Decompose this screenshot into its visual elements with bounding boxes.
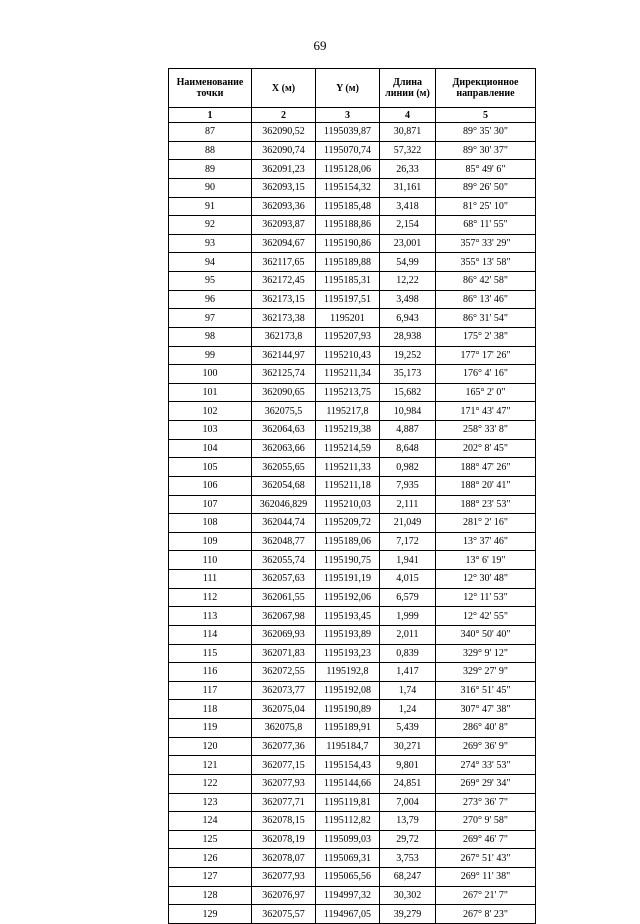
table-row (169, 458, 536, 477)
table-row (169, 272, 536, 291)
cell-x: 362078,19 (252, 830, 316, 849)
cell-direction: 269° 11' 38" (436, 868, 536, 887)
cell-x: 362093,36 (252, 197, 316, 216)
cell-line-length: 3,753 (380, 849, 436, 868)
table-row (169, 644, 536, 663)
cell-point-name: 105 (169, 458, 252, 477)
cell-direction: 202° 8' 45" (436, 439, 536, 458)
cell-x: 362093,15 (252, 178, 316, 197)
table-body (169, 123, 536, 924)
cell-y: 1195201 (316, 309, 380, 328)
table-row (169, 868, 536, 887)
cell-point-name: 122 (169, 774, 252, 793)
cell-x: 362125,74 (252, 365, 316, 384)
cell-point-name: 117 (169, 681, 252, 700)
table-row (169, 402, 536, 421)
header-direction: Дирекционное направление (436, 69, 536, 108)
cell-point-name: 111 (169, 570, 252, 589)
cell-line-length: 4,887 (380, 421, 436, 440)
table-row (169, 812, 536, 831)
table-row (169, 514, 536, 533)
cell-point-name: 100 (169, 365, 252, 384)
cell-y: 1195190,75 (316, 551, 380, 570)
cell-line-length: 28,938 (380, 327, 436, 346)
table-row (169, 570, 536, 589)
cell-line-length: 7,935 (380, 476, 436, 495)
cell-direction: 269° 29' 34" (436, 774, 536, 793)
cell-x: 362064,63 (252, 421, 316, 440)
table-row (169, 327, 536, 346)
cell-direction: 329° 27' 9" (436, 663, 536, 682)
cell-point-name: 112 (169, 588, 252, 607)
cell-x: 362069,93 (252, 625, 316, 644)
cell-line-length: 9,801 (380, 756, 436, 775)
cell-y: 1194967,05 (316, 905, 380, 924)
cell-point-name: 127 (169, 868, 252, 887)
cell-y: 1195211,33 (316, 458, 380, 477)
cell-point-name: 120 (169, 737, 252, 756)
cell-y: 1195211,34 (316, 365, 380, 384)
cell-point-name: 121 (169, 756, 252, 775)
cell-point-name: 113 (169, 607, 252, 626)
cell-point-name: 126 (169, 849, 252, 868)
column-number: 4 (380, 108, 436, 123)
cell-y: 1195189,06 (316, 532, 380, 551)
cell-point-name: 90 (169, 178, 252, 197)
cell-direction: 85° 49' 6" (436, 160, 536, 179)
column-number: 1 (169, 108, 252, 123)
cell-line-length: 39,279 (380, 905, 436, 924)
cell-line-length: 7,004 (380, 793, 436, 812)
cell-y: 1195210,03 (316, 495, 380, 514)
cell-y: 1195207,93 (316, 327, 380, 346)
cell-y: 1195211,18 (316, 476, 380, 495)
cell-direction: 269° 46' 7" (436, 830, 536, 849)
column-number-row (169, 108, 536, 123)
cell-line-length: 23,001 (380, 234, 436, 253)
table-row (169, 700, 536, 719)
table-row (169, 383, 536, 402)
table-row (169, 476, 536, 495)
cell-direction: 12° 42' 55" (436, 607, 536, 626)
cell-line-length: 13,79 (380, 812, 436, 831)
cell-point-name: 95 (169, 272, 252, 291)
cell-line-length: 4,015 (380, 570, 436, 589)
cell-direction: 188° 20' 41" (436, 476, 536, 495)
cell-point-name: 118 (169, 700, 252, 719)
cell-line-length: 31,161 (380, 178, 436, 197)
table-row (169, 793, 536, 812)
cell-point-name: 109 (169, 532, 252, 551)
cell-y: 1195144,66 (316, 774, 380, 793)
table-row (169, 216, 536, 235)
cell-line-length: 6,579 (380, 588, 436, 607)
table-row (169, 681, 536, 700)
cell-line-length: 24,851 (380, 774, 436, 793)
cell-line-length: 0,982 (380, 458, 436, 477)
cell-direction: 274° 33' 53" (436, 756, 536, 775)
cell-line-length: 8,648 (380, 439, 436, 458)
table-row (169, 663, 536, 682)
cell-direction: 329° 9' 12" (436, 644, 536, 663)
cell-x: 362075,57 (252, 905, 316, 924)
cell-point-name: 89 (169, 160, 252, 179)
cell-line-length: 3,418 (380, 197, 436, 216)
cell-point-name: 96 (169, 290, 252, 309)
cell-direction: 188° 47' 26" (436, 458, 536, 477)
cell-x: 362173,38 (252, 309, 316, 328)
cell-line-length: 15,682 (380, 383, 436, 402)
cell-point-name: 103 (169, 421, 252, 440)
cell-y: 1195192,06 (316, 588, 380, 607)
cell-line-length: 1,417 (380, 663, 436, 682)
cell-direction: 12° 11' 53" (436, 588, 536, 607)
cell-y: 1195213,75 (316, 383, 380, 402)
cell-direction: 12° 30' 48" (436, 570, 536, 589)
cell-direction: 267° 8' 23" (436, 905, 536, 924)
cell-y: 1195039,87 (316, 123, 380, 142)
table-row (169, 346, 536, 365)
cell-x: 362054,68 (252, 476, 316, 495)
table-row (169, 365, 536, 384)
cell-direction: 86° 42' 58" (436, 272, 536, 291)
cell-y: 1195069,31 (316, 849, 380, 868)
cell-direction: 89° 26' 50" (436, 178, 536, 197)
cell-line-length: 1,74 (380, 681, 436, 700)
cell-point-name: 125 (169, 830, 252, 849)
cell-y: 1195154,32 (316, 178, 380, 197)
cell-point-name: 104 (169, 439, 252, 458)
cell-line-length: 12,22 (380, 272, 436, 291)
cell-point-name: 92 (169, 216, 252, 235)
cell-x: 362172,45 (252, 272, 316, 291)
cell-x: 362090,74 (252, 141, 316, 160)
cell-direction: 13° 6' 19" (436, 551, 536, 570)
table-row (169, 774, 536, 793)
cell-y: 1195119,81 (316, 793, 380, 812)
cell-line-length: 30,871 (380, 123, 436, 142)
cell-line-length: 7,172 (380, 532, 436, 551)
page-number: 69 (313, 38, 327, 53)
cell-direction: 81° 25' 10" (436, 197, 536, 216)
cell-x: 362057,63 (252, 570, 316, 589)
cell-y: 1195128,06 (316, 160, 380, 179)
cell-point-name: 123 (169, 793, 252, 812)
column-number: 5 (436, 108, 536, 123)
cell-direction: 89° 30' 37" (436, 141, 536, 160)
cell-point-name: 99 (169, 346, 252, 365)
cell-point-name: 101 (169, 383, 252, 402)
cell-line-length: 1,999 (380, 607, 436, 626)
cell-point-name: 128 (169, 886, 252, 905)
table-row (169, 625, 536, 644)
cell-point-name: 115 (169, 644, 252, 663)
table-row (169, 160, 536, 179)
cell-line-length: 2,154 (380, 216, 436, 235)
cell-x: 362055,74 (252, 551, 316, 570)
cell-x: 362075,04 (252, 700, 316, 719)
cell-y: 1195189,88 (316, 253, 380, 272)
cell-line-length: 30,302 (380, 886, 436, 905)
cell-point-name: 93 (169, 234, 252, 253)
cell-point-name: 94 (169, 253, 252, 272)
header-y: Y (м) (316, 69, 380, 108)
header-point-name: Наименование точки (169, 69, 252, 108)
cell-x: 362072,55 (252, 663, 316, 682)
cell-x: 362117,65 (252, 253, 316, 272)
cell-direction: 267° 51' 43" (436, 849, 536, 868)
cell-point-name: 116 (169, 663, 252, 682)
table-row (169, 607, 536, 626)
cell-direction: 273° 36' 7" (436, 793, 536, 812)
cell-y: 1195192,08 (316, 681, 380, 700)
cell-y: 1195185,48 (316, 197, 380, 216)
table-row (169, 495, 536, 514)
table-row (169, 719, 536, 738)
cell-direction: 171° 43' 47" (436, 402, 536, 421)
cell-line-length: 3,498 (380, 290, 436, 309)
cell-line-length: 29,72 (380, 830, 436, 849)
cell-x: 362091,23 (252, 160, 316, 179)
header-line-length: Длина линии (м) (380, 69, 436, 108)
table-row (169, 532, 536, 551)
cell-line-length: 5,439 (380, 719, 436, 738)
table-row (169, 421, 536, 440)
cell-x: 362173,8 (252, 327, 316, 346)
cell-x: 362078,07 (252, 849, 316, 868)
column-number: 2 (252, 108, 316, 123)
cell-x: 362063,66 (252, 439, 316, 458)
table-row (169, 141, 536, 160)
cell-line-length: 1,941 (380, 551, 436, 570)
cell-y: 1195188,86 (316, 216, 380, 235)
cell-direction: 269° 36' 9" (436, 737, 536, 756)
cell-x: 362048,77 (252, 532, 316, 551)
cell-point-name: 108 (169, 514, 252, 533)
cell-y: 1195197,51 (316, 290, 380, 309)
cell-line-length: 0,839 (380, 644, 436, 663)
table-row (169, 309, 536, 328)
cell-y: 1195065,56 (316, 868, 380, 887)
cell-y: 1195209,72 (316, 514, 380, 533)
cell-line-length: 35,173 (380, 365, 436, 384)
cell-x: 362144,97 (252, 346, 316, 365)
table-row (169, 588, 536, 607)
cell-x: 362076,97 (252, 886, 316, 905)
cell-line-length: 2,011 (380, 625, 436, 644)
cell-y: 1194997,32 (316, 886, 380, 905)
table-row (169, 290, 536, 309)
cell-x: 362094,67 (252, 234, 316, 253)
cell-direction: 175° 2' 38" (436, 327, 536, 346)
cell-y: 1195070,74 (316, 141, 380, 160)
cell-x: 362067,98 (252, 607, 316, 626)
cell-direction: 89° 35' 30" (436, 123, 536, 142)
cell-y: 1195193,23 (316, 644, 380, 663)
cell-direction: 355° 13' 58" (436, 253, 536, 272)
table-row (169, 197, 536, 216)
cell-x: 362173,15 (252, 290, 316, 309)
table-row (169, 439, 536, 458)
cell-point-name: 114 (169, 625, 252, 644)
cell-x: 362077,93 (252, 774, 316, 793)
cell-y: 1195217,8 (316, 402, 380, 421)
table-row (169, 849, 536, 868)
cell-direction: 286° 40' 8" (436, 719, 536, 738)
cell-direction: 258° 33' 8" (436, 421, 536, 440)
cell-x: 362075,8 (252, 719, 316, 738)
cell-y: 1195190,86 (316, 234, 380, 253)
cell-point-name: 106 (169, 476, 252, 495)
header-x: X (м) (252, 69, 316, 108)
cell-y: 1195191,19 (316, 570, 380, 589)
cell-point-name: 124 (169, 812, 252, 831)
cell-x: 362073,77 (252, 681, 316, 700)
cell-line-length: 54,99 (380, 253, 436, 272)
cell-direction: 86° 13' 46" (436, 290, 536, 309)
cell-point-name: 129 (169, 905, 252, 924)
cell-y: 1195193,45 (316, 607, 380, 626)
cell-line-length: 30,271 (380, 737, 436, 756)
table-row (169, 234, 536, 253)
cell-direction: 357° 33' 29" (436, 234, 536, 253)
cell-y: 1195154,43 (316, 756, 380, 775)
cell-direction: 267° 21' 7" (436, 886, 536, 905)
table-row (169, 737, 536, 756)
cell-direction: 176° 4' 16" (436, 365, 536, 384)
cell-y: 1195214,59 (316, 439, 380, 458)
cell-direction: 165° 2' 0" (436, 383, 536, 402)
cell-x: 362071,83 (252, 644, 316, 663)
cell-x: 362090,52 (252, 123, 316, 142)
cell-line-length: 6,943 (380, 309, 436, 328)
cell-y: 1195185,31 (316, 272, 380, 291)
cell-point-name: 98 (169, 327, 252, 346)
table-row (169, 123, 536, 142)
table-row (169, 886, 536, 905)
cell-direction: 316° 51' 45" (436, 681, 536, 700)
cell-point-name: 107 (169, 495, 252, 514)
cell-x: 362055,65 (252, 458, 316, 477)
cell-x: 362077,36 (252, 737, 316, 756)
table-header-row (169, 69, 536, 108)
cell-line-length: 26,33 (380, 160, 436, 179)
cell-line-length: 1,24 (380, 700, 436, 719)
cell-y: 1195184,7 (316, 737, 380, 756)
cell-direction: 270° 9' 58" (436, 812, 536, 831)
cell-y: 1195193,89 (316, 625, 380, 644)
cell-x: 362077,15 (252, 756, 316, 775)
table-row (169, 551, 536, 570)
cell-x: 362077,71 (252, 793, 316, 812)
cell-line-length: 68,247 (380, 868, 436, 887)
cell-y: 1195099,03 (316, 830, 380, 849)
table-row (169, 830, 536, 849)
cell-x: 362078,15 (252, 812, 316, 831)
table-row (169, 905, 536, 924)
column-number: 3 (316, 108, 380, 123)
cell-direction: 188° 23' 53" (436, 495, 536, 514)
cell-y: 1195189,91 (316, 719, 380, 738)
cell-direction: 281° 2' 16" (436, 514, 536, 533)
cell-x: 362061,55 (252, 588, 316, 607)
cell-y: 1195210,43 (316, 346, 380, 365)
table-row (169, 178, 536, 197)
coordinates-table (168, 68, 536, 924)
cell-point-name: 88 (169, 141, 252, 160)
cell-direction: 13° 37' 46" (436, 532, 536, 551)
cell-point-name: 87 (169, 123, 252, 142)
cell-line-length: 2,111 (380, 495, 436, 514)
cell-point-name: 119 (169, 719, 252, 738)
cell-x: 362077,93 (252, 868, 316, 887)
cell-x: 362044,74 (252, 514, 316, 533)
cell-x: 362090,65 (252, 383, 316, 402)
cell-y: 1195190,89 (316, 700, 380, 719)
cell-direction: 177° 17' 26" (436, 346, 536, 365)
cell-x: 362093,87 (252, 216, 316, 235)
cell-x: 362075,5 (252, 402, 316, 421)
cell-direction: 68° 11' 55" (436, 216, 536, 235)
cell-y: 1195112,82 (316, 812, 380, 831)
table-row (169, 253, 536, 272)
cell-direction: 86° 31' 54" (436, 309, 536, 328)
cell-point-name: 97 (169, 309, 252, 328)
cell-line-length: 10,984 (380, 402, 436, 421)
cell-x: 362046,829 (252, 495, 316, 514)
cell-line-length: 19,252 (380, 346, 436, 365)
cell-line-length: 57,322 (380, 141, 436, 160)
cell-y: 1195219,38 (316, 421, 380, 440)
cell-line-length: 21,049 (380, 514, 436, 533)
cell-direction: 307° 47' 38" (436, 700, 536, 719)
cell-point-name: 91 (169, 197, 252, 216)
cell-point-name: 102 (169, 402, 252, 421)
cell-y: 1195192,8 (316, 663, 380, 682)
cell-point-name: 110 (169, 551, 252, 570)
table-row (169, 756, 536, 775)
cell-direction: 340° 50' 40" (436, 625, 536, 644)
